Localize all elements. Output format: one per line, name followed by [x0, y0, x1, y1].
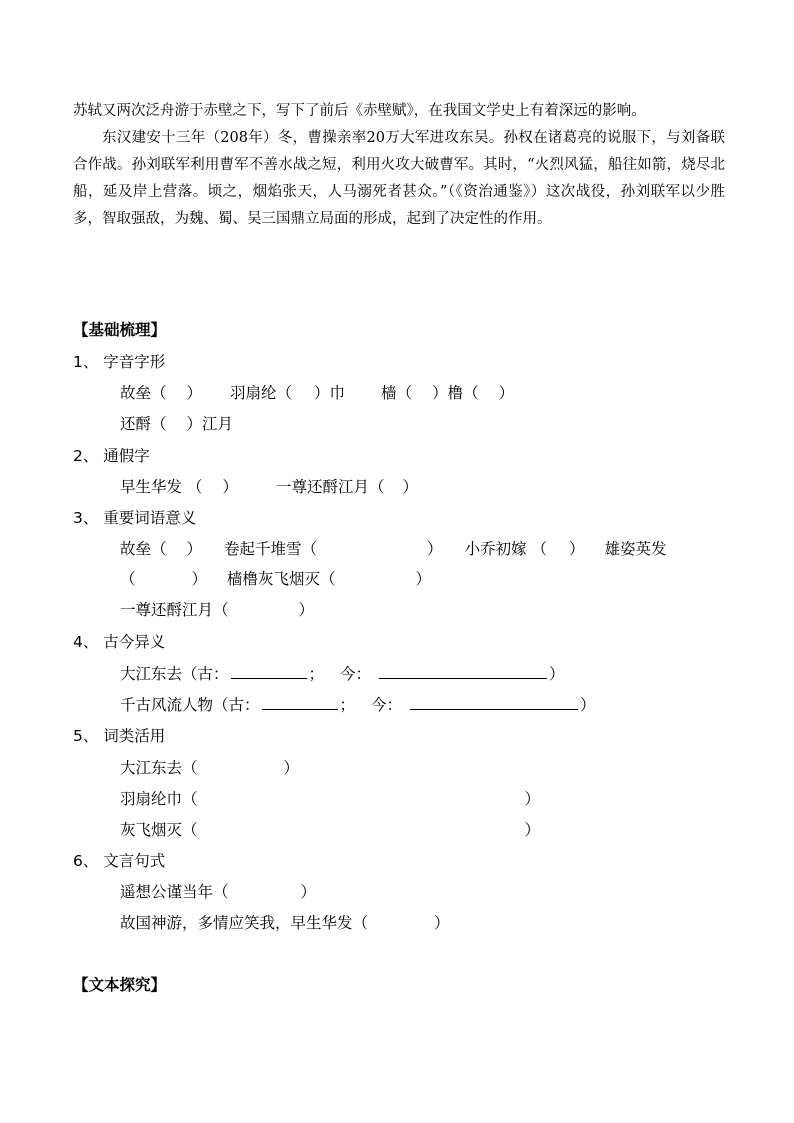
text: ） [580, 696, 596, 714]
answer-blank[interactable] [262, 695, 338, 710]
text: ） [549, 665, 565, 683]
text: ） [415, 570, 432, 588]
section-5-row-1 [120, 758, 299, 778]
text: ） [191, 570, 208, 588]
text: ） [524, 790, 541, 808]
section-3-row-3 [120, 600, 314, 620]
answer-blank[interactable] [379, 664, 547, 679]
section-4-row-2 [120, 695, 596, 715]
text: （ [120, 570, 136, 588]
explore-heading: 【文本探究】 [73, 976, 167, 994]
section-6-row-1 [120, 882, 316, 902]
text: 遥想公谨当年（ [120, 883, 229, 901]
section-5-title: 5、 词类活用 [73, 727, 166, 745]
intro-text [73, 98, 725, 233]
section-2-row-1 [120, 477, 418, 497]
text: 今： [340, 665, 372, 683]
text: 故国神游，多情应笑我，早生华发（ [120, 914, 369, 932]
section-3-row-1 [120, 539, 667, 559]
text: ） [186, 384, 203, 402]
section-6-row-2 [120, 913, 450, 933]
text: ）橹（ [432, 384, 479, 402]
section-1-title: 1、 字音字形 [73, 353, 166, 371]
text: ） [222, 478, 238, 496]
text: 故垒（ [120, 384, 167, 402]
basics-heading: 【基础梳理】 [73, 321, 167, 339]
text: ） [300, 883, 317, 901]
answer-blank[interactable] [231, 664, 307, 679]
text: 一尊还酹江月（ [275, 478, 385, 496]
section-6-title: 6、 文言句式 [73, 852, 166, 870]
text: ）江月 [186, 415, 234, 433]
text: ） [283, 759, 300, 777]
text: 羽扇纶巾（ [120, 790, 198, 808]
section-1-row-1 [120, 383, 514, 403]
text: ） [186, 540, 203, 558]
text: 大江东去（古： [120, 665, 229, 683]
text: 早生华发 （ [120, 478, 203, 496]
text: 今： [371, 696, 403, 714]
text: ； [308, 665, 325, 683]
text: 一尊还酹江月（ [120, 601, 229, 619]
text: ） [427, 540, 443, 558]
text: 卷起千堆雪（ [224, 540, 318, 558]
text: 雄姿英发 [604, 540, 667, 558]
text: ） [498, 384, 515, 402]
section-2-title: 2、 通假字 [73, 447, 150, 465]
text: 大江东去（ [120, 759, 198, 777]
text: 还酹（ [120, 415, 167, 433]
answer-blank[interactable] [410, 695, 578, 710]
text: 小乔初嫁 （ [464, 540, 547, 558]
text: 灰飞烟灭（ [120, 821, 198, 839]
section-3-title: 3、 重要词语意义 [73, 509, 197, 527]
intro-paragraph-1: 苏轼又两次泛舟游于赤壁之下，写下了前后《赤壁赋》，在我国文学史上有着深远的影响。 [73, 103, 646, 119]
text: 樯（ [381, 384, 413, 402]
text: 千古风流人物（古： [120, 696, 260, 714]
text: ） [569, 540, 585, 558]
section-4-title: 4、 古今异义 [73, 633, 166, 651]
text: ） [434, 914, 450, 932]
text: ） [298, 601, 315, 619]
text: ） [524, 821, 541, 839]
text: 樯橹灰飞烟灭（ [227, 570, 336, 588]
section-3-row-2 [120, 569, 431, 589]
section-4-row-1 [120, 664, 565, 684]
text: 故垒（ [120, 540, 167, 558]
text: ） [402, 478, 418, 496]
section-1-row-2 [120, 414, 233, 434]
text: 羽扇纶（ [230, 384, 293, 402]
section-5-row-2 [120, 789, 540, 809]
text: ； [339, 696, 356, 714]
text: ）巾 [314, 384, 346, 402]
section-5-row-3 [120, 820, 540, 840]
intro-paragraph-2: 东汉建安十三年（208年）冬，曹操亲率20万大军进攻东吴。孙权在诸葛亮的说服下，与刘备联合作战。孙刘联军利用曹军不善水战之短，利用火攻大破曹军。其时，“火烈风猛，船往如箭，烧尽北船，延及岸上营落。顷之，烟焰张天，人马溺死者甚众。”（《资治通鉴》）这次战役，孙刘联军以少胜多，智取强敌，为魏、蜀、吴三国鼎立局面的形成，起到了决定性的作用。 [73, 130, 725, 227]
